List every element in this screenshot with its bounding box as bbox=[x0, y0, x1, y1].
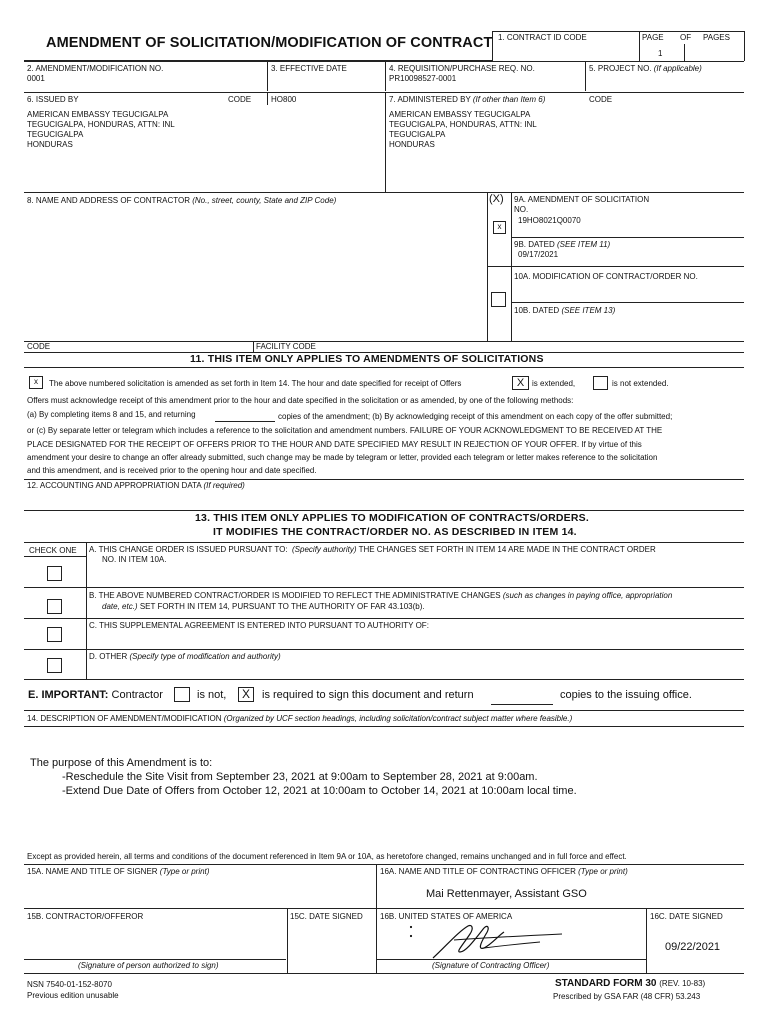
divider bbox=[511, 237, 744, 238]
contractor-offeror-label: 15B. CONTRACTOR/OFFEROR bbox=[27, 912, 144, 921]
is-not-label: is not, bbox=[197, 689, 227, 701]
divider bbox=[492, 31, 744, 32]
section-11-line-1: The above numbered solicitation is amended as set forth in Item 14. The hour and date specified for receipt of Offers bbox=[49, 379, 462, 388]
amendment-solicitation-label-2: NO. bbox=[514, 205, 529, 214]
officer-signature bbox=[400, 918, 570, 964]
amendment-checkbox[interactable]: x bbox=[493, 221, 506, 234]
option-c-text: C. THIS SUPPLEMENTAL AGREEMENT IS ENTERED INTO PURSUANT TO AUTHORITY OF: bbox=[89, 621, 429, 630]
description-item-2: -Extend Due Date of Offers from October 12, 2021 at 10:00am to October 14, 2021 at 10:00am local time. bbox=[62, 785, 577, 797]
except-text: Except as provided herein, all terms and conditions of the document referenced in Item 9A or 10A, as heretofore changed, remains unchanged and in full force and effect. bbox=[27, 852, 627, 861]
effective-date-label: 3. EFFECTIVE DATE bbox=[271, 64, 347, 73]
administered-by-label: 7. ADMINISTERED BY (If other than Item 6) bbox=[389, 95, 546, 104]
is-required-label: is required to sign this document and return bbox=[262, 689, 474, 701]
section-13-title: 13. THIS ITEM ONLY APPLIES TO MODIFICATION OF CONTRACTS/ORDERS. bbox=[195, 512, 589, 524]
description-intro: The purpose of this Amendment is to: bbox=[30, 757, 213, 769]
divider bbox=[24, 542, 744, 543]
divider bbox=[511, 192, 512, 342]
issued-code-value: HO800 bbox=[271, 95, 297, 104]
divider bbox=[376, 864, 377, 974]
pages-label: PAGES bbox=[703, 33, 730, 42]
divider bbox=[24, 726, 744, 727]
issued-by-label: 6. ISSUED BY bbox=[27, 95, 79, 104]
option-b-text: B. THE ABOVE NUMBERED CONTRACT/ORDER IS MODIFIED TO REFLECT THE ADMINISTRATIVE CHANGES (such as changes in paying office, appropriation bbox=[89, 591, 673, 600]
is-required-checkbox[interactable]: X bbox=[238, 687, 254, 702]
amendment-no-value: 0001 bbox=[27, 74, 45, 83]
dated-9b-label: 9B. DATED (SEE ITEM 11) bbox=[514, 240, 611, 249]
section-13-subtitle: IT MODIFIES THE CONTRACT/ORDER NO. AS DESCRIBED IN ITEM 14. bbox=[213, 526, 577, 538]
important-label: E. IMPORTANT: Contractor bbox=[28, 689, 163, 701]
divider bbox=[744, 31, 745, 61]
contractor-date-label: 15C. DATE SIGNED bbox=[290, 912, 363, 921]
not-extended-checkbox[interactable] bbox=[593, 376, 608, 390]
project-no-label: 5. PROJECT NO. (If applicable) bbox=[589, 64, 702, 73]
divider bbox=[24, 649, 744, 650]
section-11-line-2: Offers must acknowledge receipt of this amendment prior to the hour and date specified in the solicitation or as amended, by one of the following methods: bbox=[27, 396, 574, 405]
section-11-line-6: amendment your desire to change an offer already submitted, such change may be made by telegram or letter, provided each telegram or letter makes reference to the solicitation bbox=[27, 453, 658, 462]
section-11-title: 11. THIS ITEM ONLY APPLIES TO AMENDMENTS OF SOLICITATIONS bbox=[190, 353, 544, 365]
requisition-label: 4. REQUISITION/PURCHASE REQ. NO. bbox=[389, 64, 535, 73]
contractor-signature-line[interactable] bbox=[24, 959, 286, 960]
divider bbox=[385, 61, 386, 91]
divider bbox=[684, 44, 685, 61]
officer-date-label: 16C. DATE SIGNED bbox=[650, 912, 723, 921]
section-11-line-7: and this amendment, and is received prior to the opening hour and date specified. bbox=[27, 466, 317, 475]
option-b-text-2: date, etc.) SET FORTH IN ITEM 14, PURSUANT TO THE AUTHORITY OF FAR 43.103(b). bbox=[102, 602, 425, 611]
divider bbox=[287, 908, 288, 974]
divider bbox=[86, 542, 87, 679]
copies-blank[interactable] bbox=[215, 421, 275, 422]
description-label: 14. DESCRIPTION OF AMENDMENT/MODIFICATION (Organized by UCF section headings, including solicitation/contract subject matter where feasible.) bbox=[27, 714, 573, 723]
section-11-line-3b: copies of the amendment; (b) By acknowledging receipt of this amendment on each copy of the offer submitted; bbox=[278, 412, 673, 421]
divider bbox=[24, 618, 744, 619]
amendment-no-label: 2. AMENDMENT/MODIFICATION NO. bbox=[27, 64, 164, 73]
divider bbox=[385, 92, 386, 192]
facility-code-label: FACILITY CODE bbox=[256, 342, 316, 351]
officer-name-label: 16A. NAME AND TITLE OF CONTRACTING OFFICER (Type or print) bbox=[380, 867, 628, 876]
officer-date-value: 09/22/2021 bbox=[665, 941, 721, 953]
signature-officer-caption: (Signature of Contracting Officer) bbox=[432, 961, 550, 970]
prescribed-by: Prescribed by GSA FAR (48 CFR) 53.243 bbox=[553, 992, 701, 1001]
officer-name-value: Mai Rettenmayer, Assistant GSO bbox=[426, 888, 587, 900]
nsn-number: NSN 7540-01-152-8070 bbox=[27, 980, 112, 989]
divider bbox=[492, 31, 493, 61]
divider bbox=[24, 341, 744, 342]
dated-9b-value: 09/17/2021 bbox=[518, 250, 559, 259]
solicitation-number: 19HO8021Q0070 bbox=[518, 216, 581, 225]
page-label: PAGE bbox=[642, 33, 664, 42]
return-copies-blank[interactable] bbox=[491, 704, 553, 705]
divider bbox=[646, 908, 647, 974]
signer-name-label: 15A. NAME AND TITLE OF SIGNER (Type or print) bbox=[27, 867, 210, 876]
is-not-extended-label: is not extended. bbox=[612, 379, 669, 388]
contract-id-label: 1. CONTRACT ID CODE bbox=[498, 33, 587, 42]
accounting-label: 12. ACCOUNTING AND APPROPRIATION DATA (If required) bbox=[27, 481, 245, 490]
divider bbox=[253, 341, 254, 352]
extended-checkbox[interactable]: X bbox=[512, 376, 529, 390]
option-d-text: D. OTHER (Specify type of modification and authority) bbox=[89, 652, 281, 661]
divider bbox=[24, 479, 744, 480]
divider bbox=[24, 556, 86, 557]
option-a-text-2: NO. IN ITEM 10A. bbox=[102, 555, 167, 564]
signature-person-caption: (Signature of person authorized to sign) bbox=[78, 961, 219, 970]
of-label: OF bbox=[680, 33, 692, 42]
divider bbox=[24, 367, 744, 368]
page-number: 1 bbox=[658, 49, 663, 58]
divider bbox=[639, 31, 640, 61]
check-one-label: CHECK ONE bbox=[29, 546, 77, 555]
section-11-line-4: or (c) By separate letter or telegram which includes a reference to the solicitation and amendment numbers. FAILURE OF YOUR ACKNOWLEDGMENT TO BE RECEIVED AT THE bbox=[27, 426, 663, 435]
divider bbox=[24, 61, 744, 62]
description-item-1: -Reschedule the Site Visit from September 23, 2021 at 9:00am to September 28, 2021 at 9:00am. bbox=[62, 771, 538, 783]
section-11-line-3a: (a) By completing items 8 and 15, and returning bbox=[27, 410, 196, 419]
divider bbox=[24, 192, 744, 193]
option-a-checkbox[interactable] bbox=[47, 566, 62, 581]
form-title: AMENDMENT OF SOLICITATION/MODIFICATION OF CONTRACT bbox=[46, 35, 493, 51]
section-11-line-5: PLACE DESIGNATED FOR THE RECEIPT OF OFFERS PRIOR TO THE HOUR AND DATE SPECIFIED MAY RESULT IN REJECTION OF YOUR OFFER. If by virtue of this bbox=[27, 440, 642, 449]
modification-no-label: 10A. MODIFICATION OF CONTRACT/ORDER NO. bbox=[514, 272, 698, 281]
officer-signature-line bbox=[377, 959, 646, 960]
requisition-value: PR10098527-0001 bbox=[389, 74, 457, 83]
contractor-code-label: CODE bbox=[27, 342, 51, 351]
contractor-label: 8. NAME AND ADDRESS OF CONTRACTOR (No., street, county, State and ZIP Code) bbox=[27, 196, 337, 205]
amendment-solicitation-label: 9A. AMENDMENT OF SOLICITATION bbox=[514, 195, 650, 204]
divider bbox=[511, 302, 744, 303]
is-not-checkbox[interactable] bbox=[174, 687, 190, 702]
divider bbox=[487, 192, 488, 342]
divider bbox=[24, 710, 744, 711]
divider bbox=[585, 61, 586, 91]
divider bbox=[267, 61, 268, 91]
option-a-text: A. THIS CHANGE ORDER IS ISSUED PURSUANT TO: (Specify authority) THE CHANGES SET FORTH IN ITEM 14 ARE MADE IN THE CONTRACT ORDER bbox=[89, 545, 656, 554]
divider bbox=[24, 510, 744, 511]
standard-form-title: STANDARD FORM 30 (REV. 10-83) bbox=[555, 978, 706, 989]
divider bbox=[24, 908, 744, 909]
previous-edition: Previous edition unusable bbox=[27, 991, 119, 1000]
administered-code-label: CODE bbox=[589, 95, 613, 104]
divider bbox=[267, 92, 268, 105]
modification-checkbox[interactable] bbox=[491, 292, 506, 307]
is-extended-label: is extended, bbox=[532, 379, 576, 388]
solicitation-amended-checkbox[interactable]: x bbox=[29, 376, 43, 389]
divider bbox=[24, 92, 744, 93]
divider bbox=[24, 864, 744, 865]
issued-by-address: AMERICAN EMBASSY TEGUCIGALPA TEGUCIGALPA, HONDURAS, ATTN: INL TEGUCIGALPA HONDURAS bbox=[27, 110, 175, 149]
issued-code-label: CODE bbox=[228, 95, 252, 104]
divider bbox=[24, 679, 744, 680]
dated-10b-label: 10B. DATED (SEE ITEM 13) bbox=[514, 306, 616, 315]
divider bbox=[24, 587, 744, 588]
divider bbox=[24, 973, 744, 974]
option-c-checkbox[interactable] bbox=[47, 627, 62, 642]
option-d-checkbox[interactable] bbox=[47, 658, 62, 673]
option-b-checkbox[interactable] bbox=[47, 599, 62, 614]
copies-to-label: copies to the issuing office. bbox=[560, 689, 692, 701]
administered-by-address: AMERICAN EMBASSY TEGUCIGALPA TEGUCIGALPA, HONDURAS, ATTN: INL TEGUCIGALPA HONDURAS bbox=[389, 110, 537, 149]
divider bbox=[487, 266, 744, 267]
usa-label: 16B. UNITED STATES OF AMERICA bbox=[380, 912, 513, 921]
x-column-label: (X) bbox=[489, 193, 504, 205]
